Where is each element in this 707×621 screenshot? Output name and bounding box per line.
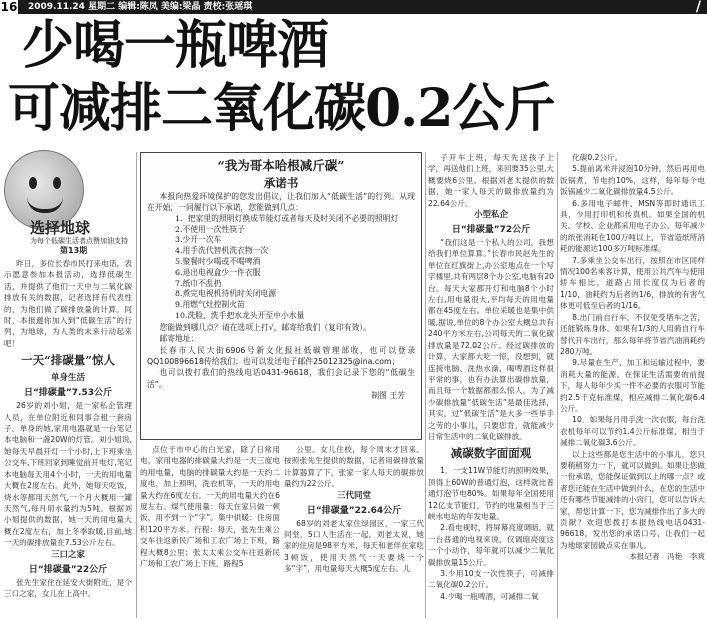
header-mark: / <box>695 0 701 15</box>
column-divider <box>557 152 558 618</box>
section-heading-tips: 减碳数字面面观 <box>450 446 532 461</box>
tip-item: 以上这些都是您生活中的小事儿，您只要稍稍努力一下，就可以做到。如果让您做一份承诺，您能保证做到以上的哪一点？或者您还能在生活中做到什么，在您的生活中还有哪些节能减排的小窍门，您可以告诉大家，帮您计算一下，您为减排作出了多大的贡献？欢迎您拨打本报热线电话0431-96618，发出您的承诺口号，让我们一起为地球家园做点实在事儿。 <box>560 449 705 550</box>
section-heading-emission: 一天“排碳量”惊人 <box>21 353 115 368</box>
headline-line2: 可减排二氧化碳0.2公斤 <box>8 78 555 139</box>
case1-value: 日“排碳量”7.53公斤 <box>23 388 113 399</box>
tip-item: 10．如果每月用手洗一次衣服，每台洗衣机每年可以节约1.4公斤标准煤，相当于减排二氧化碳3.6公斤。 <box>560 415 705 448</box>
pledge-mail-text: 长春市人民大街6906号新文化报社低碳管理部收，也可以登录QQ100896618传给我们；也可以发送电子邮件25012325@ina.com； <box>147 345 415 366</box>
article-column-3 <box>428 152 554 618</box>
case3-conclusion: 子开车上班，每天先送孩子上学，再送他们上班，来回要35公里,大概要烧6公里。根据刘老太提供的数据，她一家人每天的碳排放量约为22.64公斤。 <box>428 153 554 208</box>
pledge-item: 10.洗脸、洗手把水龙头开至中小水量 <box>175 310 305 320</box>
article-column-4 <box>560 152 705 618</box>
article-column-2a <box>140 444 280 618</box>
tip-item: 6.多用电子邮件、MSN等即时通讯工具，少用打印机和传真机。如果全国的机关、学校、企业都采用电子办公，每年减少的纸张消耗在100万吨以上，节省造纸所消耗的能源达100多万吨标准煤。 <box>560 198 705 254</box>
tip-item: 9.尽量在生产、加工和运输过程中，要消耗大量的能源。在保证生活需要的前提下，每人每年少买一件不必要的衣服可节能约2.5千克标准煤，相应减排二氧化碳6.4公斤。 <box>560 358 705 413</box>
tip-item: 7.多乘坐公交车出行，按照在市区同样情况100名乘客计算，使用公共汽车与使用轿车相比，道路占用长度仅为后者的1/10，油耗约为后者的1/6，排放的有害气体更可低至后者的1/16。 <box>560 255 705 311</box>
case2-title: 三口之家 <box>50 549 85 560</box>
article-column-2b <box>284 444 424 618</box>
pledge-box <box>140 152 422 440</box>
case2-text: 张先生家住在延安大街附近，是个三口之家，女儿在上高中。 <box>4 577 132 598</box>
pledge-item: 6.退出电视盒少一件衣服 <box>175 267 261 277</box>
page-number: 16 <box>0 0 18 14</box>
tip-item: 1．一支11W节能灯的照明效果，顶得上60W的普通灯泡，这样就比普通灯泡节电80%。如果每年全国使用12亿支节能灯，节约的电量相当于三峡水电站的年发电量。 <box>428 466 554 521</box>
case2-details: 点位于市中心的白光家，除了日常用电，家用电器的排碳量大约是一天三度电的用电量，电脑的排碳量大约是一天约二度电，加上照明，洗衣机等，一天的用电量大约在6度左右。一天的用电量大约在6度左右。煤气使用量：每天在家只做一顿饭，用不到一个“字”。集中供暖：住房面积120平方米。行程：每天，张先生乘公交车往返新民广场和工农广场上下班，路程大概8公里；张太太乘公交车往返新民广场和工农广场上下班，路程5 <box>140 445 280 569</box>
case2-conclusion: 公里。女儿住校，每个周末才回来。按照张先生提供的数据，记者用碳排放量计算器算了下，张家一家人每天的碳排放量约为22公斤。 <box>284 445 424 489</box>
smiley-eye-right <box>53 177 61 189</box>
tip-item: 2.看电视时，将屏幕亮度调暗，就一台普通的电视来说，仅调暗亮度这一个小动作，每年就可以减少二氧化碳排放量15公斤。 <box>428 523 554 567</box>
pledge-question: 您能做到哪几点？请在选项上打√，邮寄给我们（复印有效）。 <box>159 322 372 332</box>
pledge-intro: 本报向热爱环境保护的您发出倡议，让我们加入“低碳生活”的行列。从现在开始，一同履行以下承诺，您能做到几点： <box>147 192 415 213</box>
pledge-mail-label: 邮寄地址： <box>159 334 199 344</box>
pledge-producer: 制图 王芳 <box>371 391 405 401</box>
case2-value: 日“排碳量”22公斤 <box>28 564 108 575</box>
case1-title: 单身生活 <box>50 373 85 384</box>
pledge-item: 5.聚餐时少喝或不喝啤酒 <box>175 257 261 266</box>
case3-value: 日“排碳量”22.64公斤 <box>306 505 402 516</box>
intro-paragraph: 昨日，多位长春市民打来电话，表示愿意参加本报活动，选择低碳生活，并提供了他们一天中与二氧化碳排放有关的数据，记者选择有代表性的，为他们做了碳排放量的计算。同时，本报邀你加入到“低碳生活”的行列，为地球，为人类的未来行动起来吧！ <box>4 259 132 348</box>
header-info: 2009.11.24 星期二 编辑:陈凤 美编:梁晶 责校:张瑶琪 <box>28 2 253 12</box>
pledge-title: “我为哥本哈根减斤碳” <box>217 158 345 173</box>
pledge-item: 9.用燃气灶控制火苗 <box>175 300 245 310</box>
pledge-subtitle: 承诺书 <box>263 176 299 190</box>
column-divider <box>425 152 426 618</box>
pledge-item: 2.不使用一次性筷子 <box>175 224 245 234</box>
tip-item: 4.少喝一瓶啤酒，可减排二氧 <box>440 591 539 601</box>
case3-text: 68岁的刘老太家住绿园区，一家三代同堂，5口人生活在一起。刘老太说，她家的住房是98平方米，每天和老伴在家吃3顿饭，使用天然气一天要烧一个多“字”，用电量每天大概5度左右。儿 <box>284 518 424 574</box>
pledge-item: 8.煮完电视机待机时关闭电源 <box>175 289 277 299</box>
case1-text: 26岁的刘小姐，是一家私企管理人员，在单位附近和同事合租一套房子。单身的她,家用电器就是一台笔记本电脑和一盏20W的灯管。刘小姐说,她每天早晨开灯一个小时,上下班乘坐公交车,下班回家到睡觉前开电灯,笔记本电脑每天用4个小时，一天的用电量大概在2度左右。此外，她每天吃饭，烧水等都用天然气,一个月大概用一罐天然气,每月用水量约为5吨。根据刘小姐提供的数据，她一天的用电量大概在2度左右，加上冬季取暖,目前,她一天的碳排放量在7.53公斤左右。 <box>4 401 132 548</box>
pledge-item: 1．把家里的照明灯换成节能灯或者每天及时关闭不必要的照明灯 <box>175 213 399 223</box>
tip-item: 5.提前离米并浸泡10分钟，然后再用电饭锅煮，节电约10%，这样，每年每个电饭锅减少二氧化碳排放量4.5公斤。 <box>560 164 705 197</box>
page-header <box>0 0 707 14</box>
pledge-phone-text: 也可以拨打我们的热线电话0431-96618，我们会记录下您的“低碳生活”。 <box>147 368 415 389</box>
tip-item: 3.少用10支一次性筷子，可减排二氧化碳0.2公斤。 <box>428 569 554 590</box>
tip-item: 8.出门前自行车，不仅免受堵车之苦，还能锻炼身体。如果有1/3的人用骑自行车替代开车出行，那么每年将节省汽油消耗约280万吨。 <box>560 312 705 356</box>
article-column-1 <box>4 258 132 618</box>
case3-title: 三代同堂 <box>336 490 371 501</box>
pledge-item: 7.纸巾不乱扔 <box>175 278 222 288</box>
case4-title: 小型私企 <box>473 210 508 221</box>
smiley-eye-left <box>29 177 37 189</box>
reporter-byline: 本报记者 冯艳 李爽 <box>629 552 705 562</box>
headline-line1: 少喝一瓶啤酒 <box>22 15 329 76</box>
smiley-mouth <box>27 197 63 213</box>
column-subtitle: 为每个低碳生活者点赞加油支持 <box>30 237 128 245</box>
case4-value: 日“排碳量”72公斤 <box>451 225 531 236</box>
column-divider <box>136 152 137 618</box>
pledge-item: 4.用手洗代替机洗衣物一次 <box>175 246 269 256</box>
column-issue: 第13期 <box>60 246 88 255</box>
pledge-item: 3.少开一次车 <box>175 235 222 245</box>
column-title: 选择地球 <box>30 219 91 237</box>
tip-item: 化碳0.2公斤。 <box>572 153 623 162</box>
case4-text: “我们这是一个私人的公司，我想给我们单位算算。”长春市民赵先生的单位在红旗街上,办公室地点在一个写字楼里,共有两层8个办公室,电脑有20台。每天大家都开灯和电脑8个小时左右,用电量很大,平均每天的用电量都在45度左右。单位采暖也是集中供暖,据说,单位的8个办公室大概总共有240平方米左右,公司每天的二氧化碳排放量是72.02公斤。经过碳排放的计算，大家都大吃一惊，没想到，就连接电脑、洗热水澡、喝啤酒这样很平常的事，也有办法算出碳排放量，而且每一个数据都那么惊人。为了减少碳排放量“低碳生活”是最佳选择，其实，过“低碳生活”是大多一些举手之劳的小事儿，只要您肯，就能减少日常生活中的二氧化碳排放。 <box>428 238 554 441</box>
